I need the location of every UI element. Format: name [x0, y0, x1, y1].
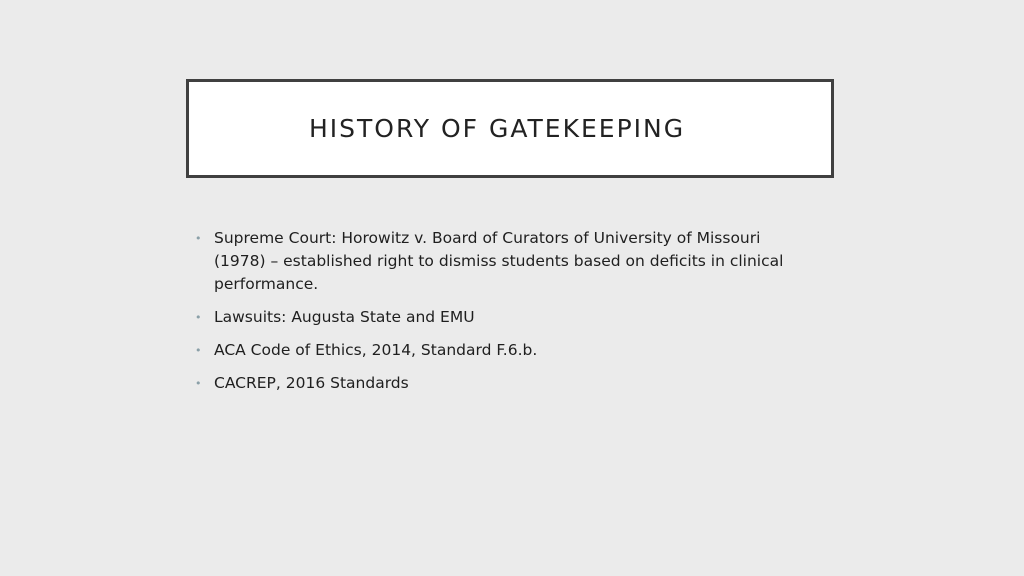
bullet-text: Lawsuits: Augusta State and EMU: [214, 308, 475, 326]
bullet-text: CACREP, 2016 Standards: [214, 374, 409, 392]
title-box: [186, 79, 834, 178]
bullet-dot-icon: •: [195, 311, 202, 324]
bullet-item-lawsuits: [195, 306, 795, 329]
bullet-dot-icon: •: [195, 344, 202, 357]
bullet-list: [195, 227, 795, 405]
bullet-text: Supreme Court: Horowitz v. Board of Curators of University of Missouri (1978) – established right to dismiss students based on deficits in clinical performance.: [214, 229, 784, 293]
bullet-item-supreme-court: [195, 227, 795, 296]
bullet-item-aca-code: [195, 339, 795, 362]
slide-title: HISTORY OF GATEKEEPING: [309, 114, 686, 143]
bullet-item-cacrep: [195, 372, 795, 395]
bullet-dot-icon: •: [195, 377, 202, 390]
bullet-text: ACA Code of Ethics, 2014, Standard F.6.b.: [214, 341, 538, 359]
bullet-dot-icon: •: [195, 232, 202, 245]
